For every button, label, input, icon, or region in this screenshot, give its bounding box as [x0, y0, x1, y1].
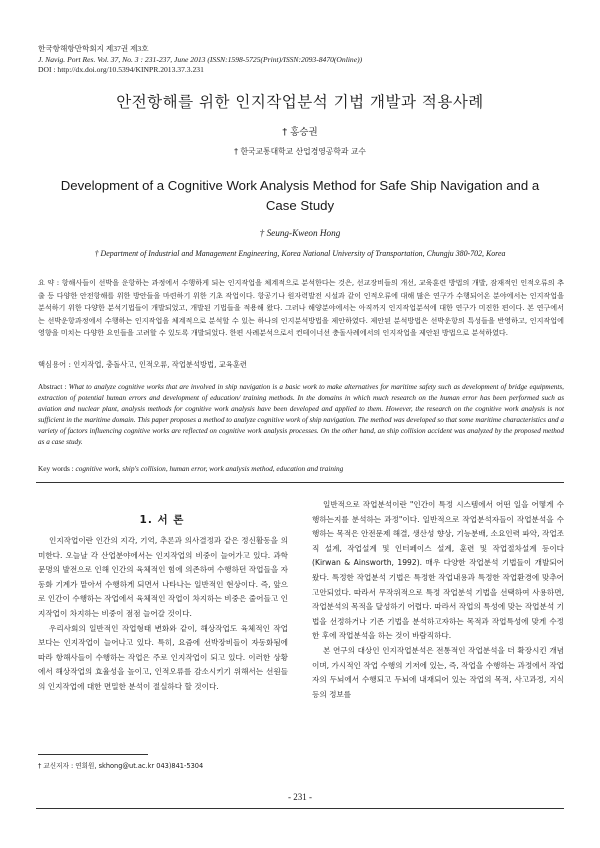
- body-column-right: [312, 498, 564, 702]
- paper-title-en: [36, 176, 564, 216]
- abstract-ko-text: 항해사들이 선박을 운항하는 과정에서 수행하게 되는 인지작업을 체계적으로 분석한다는 것은, 선교장비들의 개선, 교육훈련 방법의 개발, 잠재적인 인적오류의 추출 등 다양한 안전항해를 위한 방안들을 마련하기 위한 기초 작업이다. 항공기나 원자력발전 시설과 같이 인적오류에 대해 많은 연구가 수행되어온 분야에서는 인지작업을 분석하기 위한 다양한 분석기법들이 개발되었고, 개발된 기법들을 적용해 왔다. 그러나 해양분야에서는 아직까지 인지작업분석에 대한 연구가 미진한 편이다. 본 연구에서는 선박운항과정에서 수행하는 인지작업을 체계적으로 분석할 수 있는 하나의 인지분석방법을 제안하였다. 제안된 분석방법은 선박운항의 특성들을 반영하고, 인지작업에 영향을 미치는 다양한 요인들을 고려할 수 있도록 개발되었다. 한편 사례분석으로서 컨테이너선 충돌사례에서의 인지작업을 제안된 방법으로 분석하였다.: [38, 278, 564, 337]
- keywords-en: [38, 464, 564, 473]
- paragraph: 본 연구의 대상인 인지작업분석은 전통적인 작업분석을 더 확장시킨 개념이며, 가시적인 작업 수행의 기저에 있는, 즉, 작업을 수행하는 과정에서 작업자의 두뇌에서 수행되고 두뇌에 내재되어 있는 작업의 목적, 사고과정, 지식 등의 정보를: [312, 645, 564, 699]
- keywords-ko-text: 인지작업, 충돌사고, 인적오류, 작업분석방법, 교육훈련: [73, 360, 247, 369]
- abstract-ko: [38, 277, 564, 340]
- abstract-en-text: What to analyze cognitive works that are involved in ship navigation is a basic work to make alternatives for maritime safety such as development of bridge equipments, extraction of potential human errors and development of education/ training methods. In the domains in which much research on the human error has been performed such as aviation and nuclear plant, analysis methods for cognitive work analysis have been developed and applied to them. However, the research on the cognitive work analysis is not sufficient in the maritime domain. This paper proposes a method to analyze cognitive work of ship navigation. The method was developed so that some maritime characteristics and a variety of factors influencing cognitive works are reflected on cognitive work analysis processes. On the other hand, an ship collision accident was analyzed by the proposed method as a case study.: [38, 383, 564, 447]
- keywords-ko-label: 핵심용어 :: [38, 360, 74, 369]
- affiliation-en: † Department of Industrial and Management Engineering, Korea National University of Transportation, Chungju 380-702, Korea: [94, 249, 506, 258]
- doi: DOI : http://dx.doi.org/10.5394/KINPR.2013.37.3.231: [38, 65, 204, 75]
- body-column-left: [38, 534, 288, 695]
- paper-title-ko: 안전항해를 위한 인지작업분석 기법 개발과 적용사례: [116, 93, 484, 111]
- author-ko: † 홍승권: [282, 127, 318, 138]
- abstract-en-label: Abstract :: [38, 383, 69, 391]
- paragraph: 일반적으로 작업분석이란 "인간이 특정 시스템에서 어떤 일을 어떻게 수행하는지를 분석하는 과정"이다. 일반적으로 작업분석자들이 작업분석을 수행하는 목적은 안전문제 해결, 생산성 향상, 기능분배, 소요인력 파악, 작업조직 설계, 작업설계 및 인터페이스 설계, 훈련 및 작업절차설계 등이다 (Kirwan & Ainsworth, 1992). 매우 다양한 작업분석 기법들이 개발되어 왔다. 특정한 작업분석 기법은 특정한 작업내용과 특정한 작업환경에 맞추어 고안되었다. 따라서 무작위적으로 특정 작업분석 기법을 선택하여 사용하면, 작업분석의 목적을 달성하기 어렵다. 따라서 작업의 특성에 맞는 작업분석 기법을 선정하거나 기존 기법을 분석하고자하는 목적과 작업특성에 맞게 수정한 후에 작업분석을 하는 것이 바람직하다.: [312, 500, 564, 641]
- paragraph: 인지작업이란 인간의 지각, 기억, 추론과 의사결정과 같은 정신활동을 의미한다. 오늘날 각 산업분야에서는 인지작업의 비중이 늘어가고 있다. 과학문명의 발전으로 인해 인간의 육체적인 힘에 의존하여 수행하던 작업들을 자동화 기계가 맡아서 수행하게 되면서 나타나는 일반적인 현상이다. 즉, 앞으로 인간이 수행하는 작업에서 육체적인 작업이 차지하는 비중은 줄어들고 인지작업이 차지하는 비중이 점점 늘어갈 것이다.: [38, 536, 288, 618]
- paper-title-en-line2: Case Study: [265, 198, 335, 213]
- journal-info: [38, 44, 362, 76]
- paragraph: 우리사회의 일반적인 작업형태 변화와 같이, 해상작업도 육체적인 작업보다는 인지작업이 늘어나고 있다. 특히, 요즘에 선박장비들이 자동화됨에 따라 항해사들이 수행하는 작업은 주로 인지작업이 되고 있다. 이러한 상황에서 해상작업의 효율성을 높이고, 인적오류를 감소시키기 위해서는 선원들의 인지작업에 대한 면밀한 분석이 절실하다 할 것이다.: [38, 623, 288, 691]
- affiliation-ko: † 한국교통대학교 산업경영공학과 교수: [234, 147, 366, 156]
- abstract-divider: [36, 482, 564, 483]
- page-number: - 231 -: [288, 792, 312, 802]
- bottom-divider: [36, 808, 564, 809]
- journal-citation: J. Navig. Port Res. Vol. 37, No. 3 : 231-237, June 2013 (ISSN:1598-5725(Print)/ISSN:2093-8470(Online)): [38, 54, 363, 64]
- section-heading: 1. 서 론: [139, 514, 185, 526]
- keywords-ko: [38, 360, 564, 370]
- keywords-en-text: cognitive work, ship's collision, human error, work analysis method, education and training: [75, 464, 344, 473]
- abstract-ko-label: 요 약 :: [38, 278, 62, 287]
- paper-title-en-line1: Development of a Cognitive Work Analysis Method for Safe Ship Navigation and a: [60, 178, 540, 193]
- author-en: † Seung-Kweon Hong: [259, 228, 341, 238]
- journal-name-ko: 한국항해항만학회지 제37권 제3호: [38, 44, 149, 53]
- abstract-en: [38, 382, 564, 449]
- footnote-divider: [38, 754, 148, 755]
- keywords-en-label: Key words :: [38, 464, 76, 473]
- corresponding-author-footnote: † 교신저자 : 연회원, skhong@ut.ac.kr 043)841-5304: [38, 762, 204, 770]
